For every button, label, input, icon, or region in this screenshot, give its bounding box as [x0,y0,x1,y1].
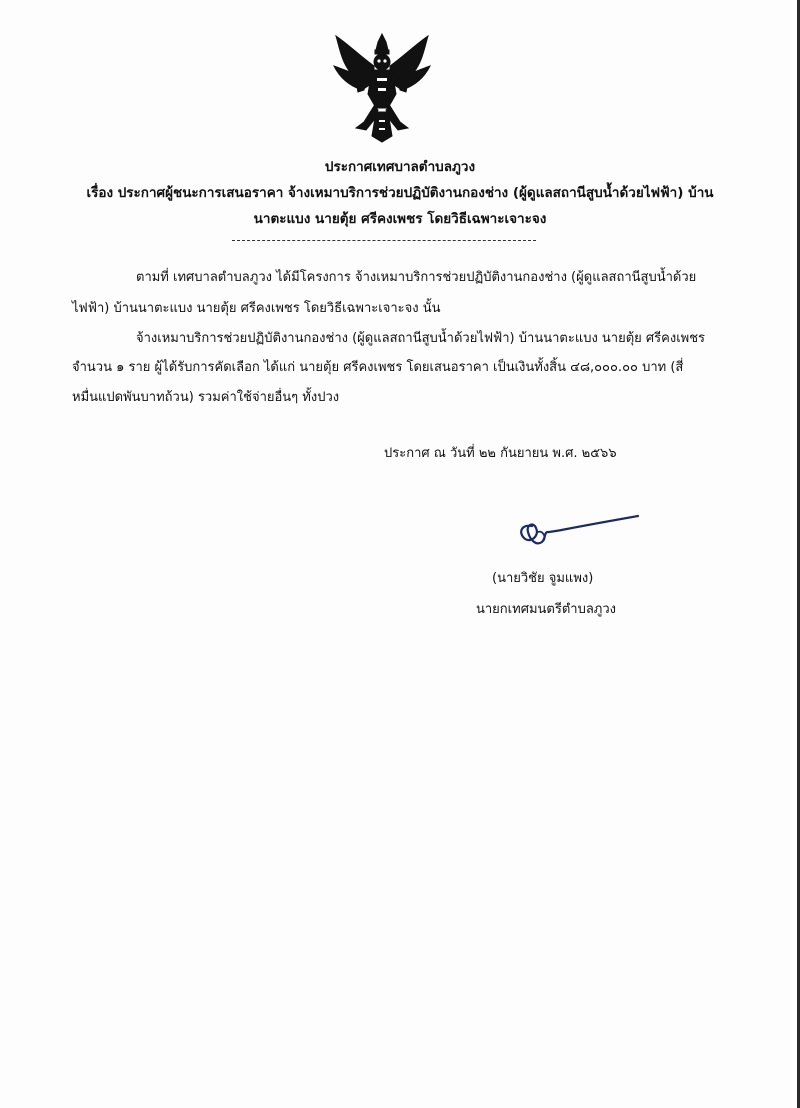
body-paragraph-1-line-2: ไฟฟ้า) บ้านนาตะแบง นายตุ้ย ศรีคงเพชร โดยวิธีเฉพาะเจาะจง นั้น [72,301,441,316]
body-paragraph-2-line-2: จำนวน ๑ ราย ผู้ได้รับการคัดเลือก ได้แก่ นายตุ้ย ศรีคงเพชร โดยเสนอราคา เป็นเงินทั้งสิ้น ๔๘,๐๐๐.๐๐ บาท (สี่ [72,360,684,375]
subject-line-2: นาตะแบง นายตุ้ย ศรีคงเพชร โดยวิธีเฉพาะเจาะจง [253,211,547,227]
body-paragraph-1-line-1: ตามที่ เทศบาลตำบลภูวง ได้มีโครงการ จ้างเหมาบริการช่วยปฏิบัติงานกองช่าง (ผู้ดูแลสถานีสูบน้ำด้วย [136,270,697,285]
body-paragraph-2-line-1: จ้างเหมาบริการช่วยปฏิบัติงานกองช่าง (ผู้ดูแลสถานีสูบน้ำด้วยไฟฟ้า) บ้านนาตะแบง นายตุ้ย ศรีคงเพชร [136,331,706,346]
separator-rule [232,240,536,241]
body-paragraph-2-line-3: หมื่นแปดพันบาทถ้วน) รวมค่าใช้จ่ายอื่นๆ ทั้งปวง [72,390,340,405]
garuda-emblem-icon [330,32,434,144]
announcement-title: ประกาศเทศบาลตำบลภูวง [324,159,476,175]
signer-name: (นายวิชัย จูมแพง) [492,571,594,586]
signer-title: นายกเทศมนตรีตำบลภูวง [476,602,616,617]
handwritten-signature [514,506,644,552]
announcement-date: ประกาศ ณ วันที่ ๒๒ กันยายน พ.ศ. ๒๕๖๖ [384,446,617,461]
subject-line-1: เรื่อง ประกาศผู้ชนะการเสนอราคา จ้างเหมาบริการช่วยปฏิบัติงานกองช่าง (ผู้ดูแลสถานีสูบน้ำด้วยไฟฟ้า) บ้าน [86,185,714,201]
